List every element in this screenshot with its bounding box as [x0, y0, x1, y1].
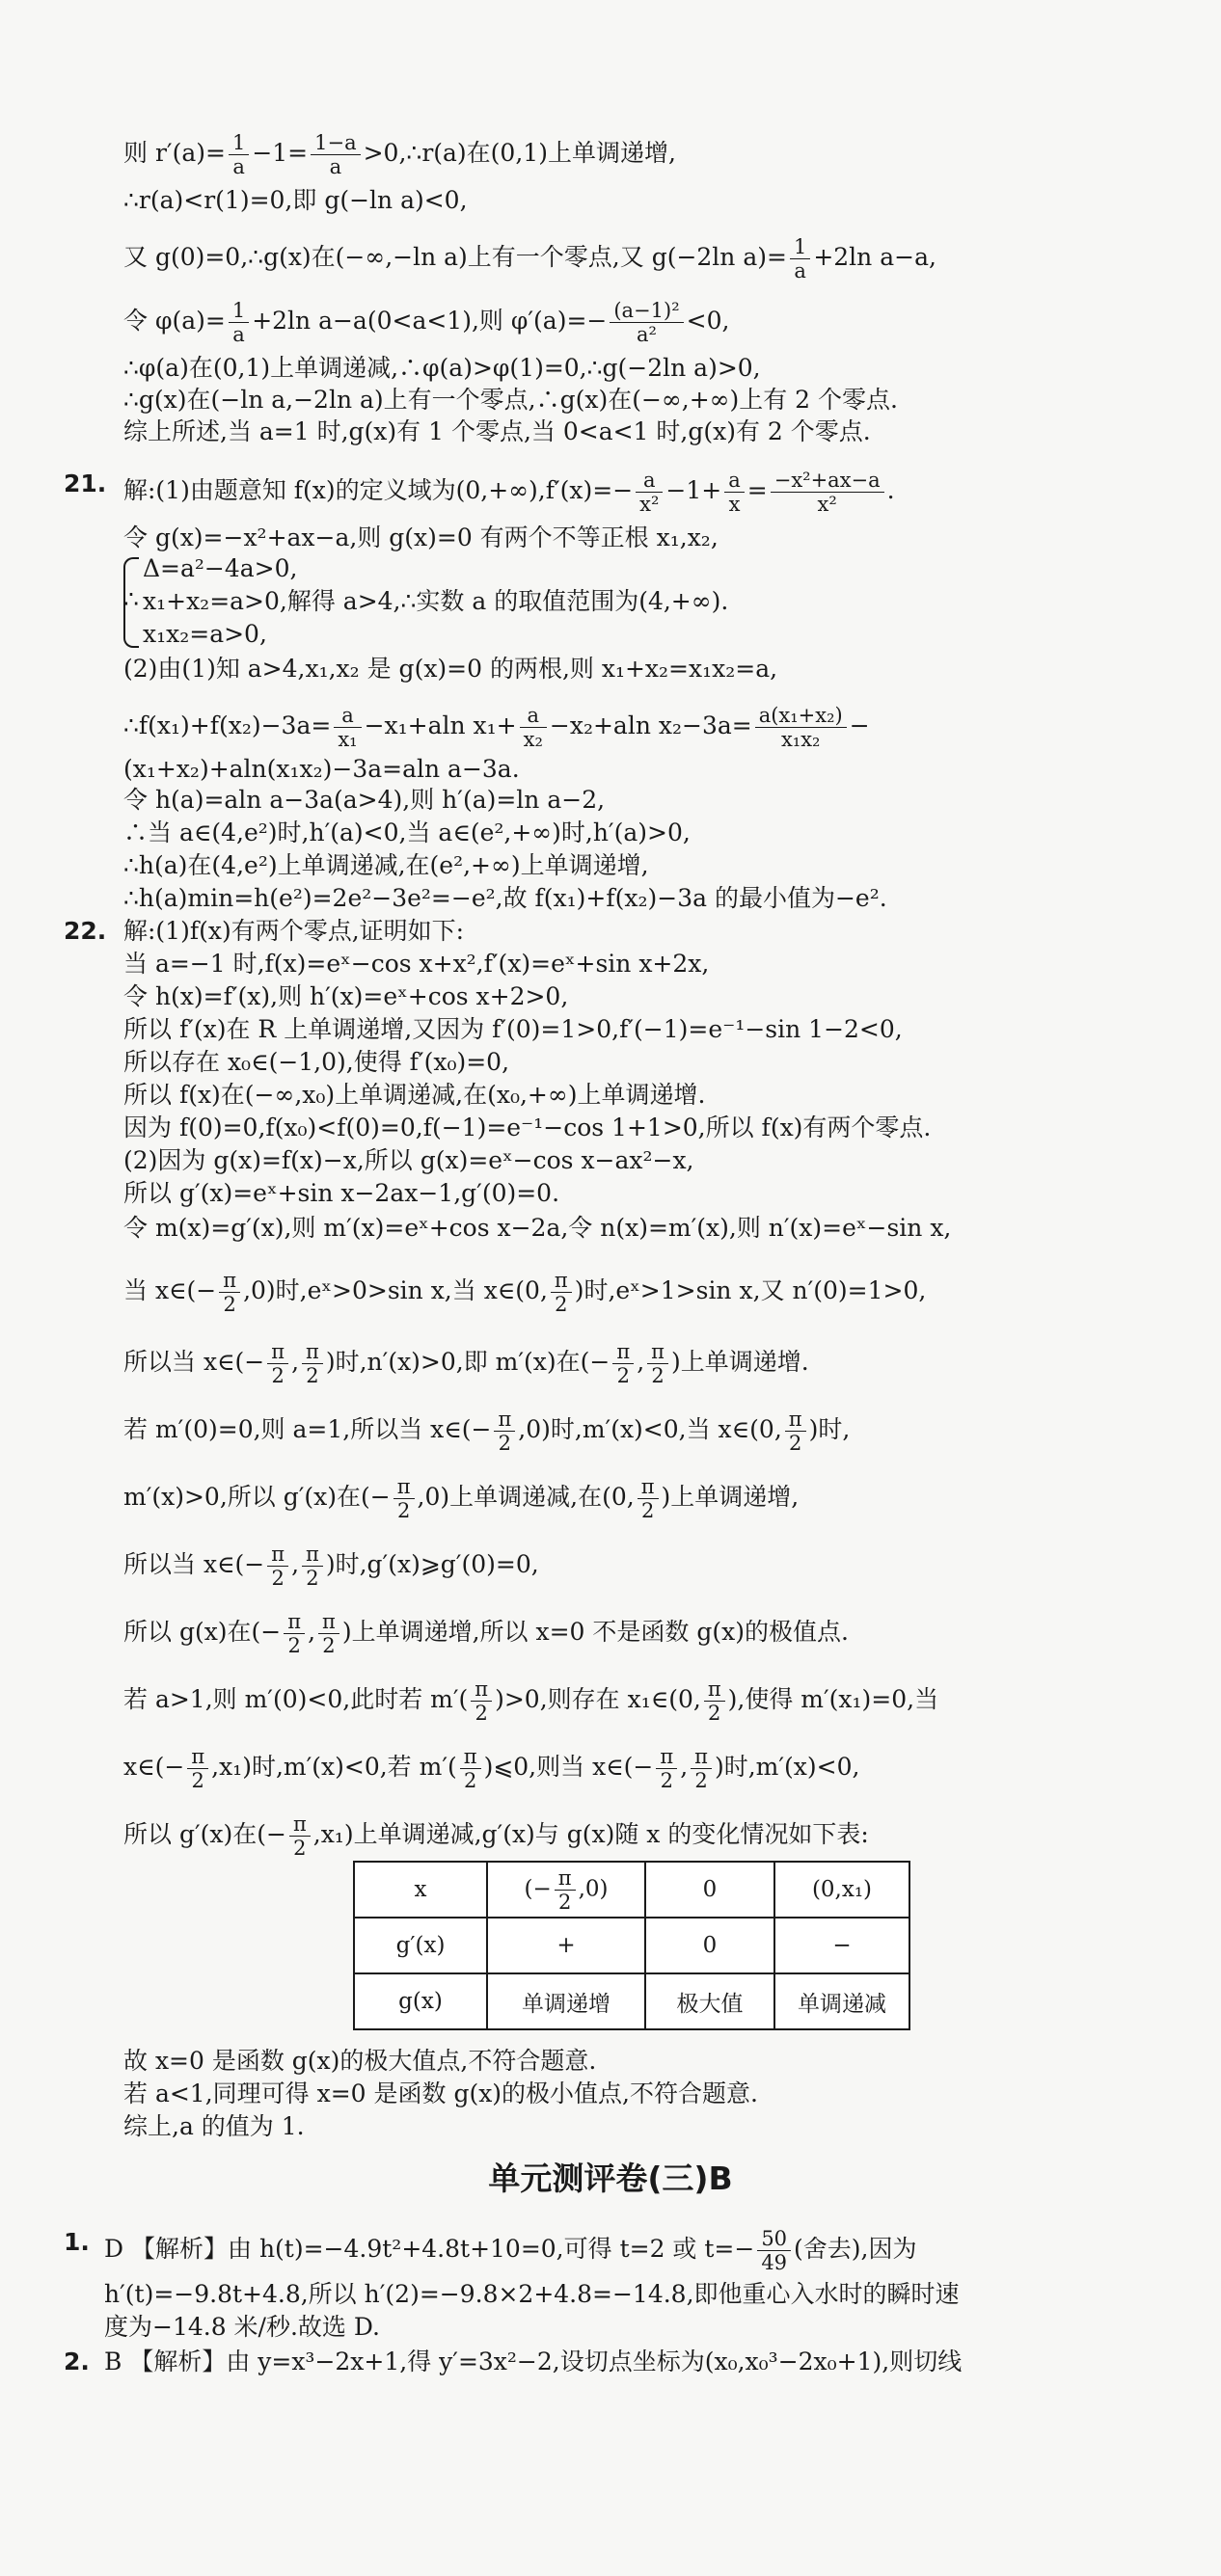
numerator: 50	[757, 2227, 791, 2251]
fraction	[311, 131, 360, 178]
fraction	[610, 299, 683, 346]
system-line: x₁+x₂=a>0,解得 a>4,∴实数 a 的取值范围为(4,+∞).	[143, 587, 729, 615]
text: )>0,则存在 x₁∈(0,	[495, 1685, 701, 1713]
table-row	[354, 1918, 909, 1973]
numerator: a	[520, 704, 547, 728]
denominator: 2	[396, 1499, 411, 1522]
table-cell: g′(x)	[354, 1918, 487, 1973]
text-line: 因为 f(0)=0,f(x₀)<f(0)=0,f(−1)=e⁻¹−cos 1+1>0,所以 f(x)有两个零点.	[123, 1114, 932, 1141]
numerator: π	[302, 1340, 323, 1364]
text: ,0)上单调递减,在(0,	[417, 1483, 635, 1511]
text: )上单调递增,所以 x=0 不是函数 g(x)的极值点.	[341, 1618, 849, 1646]
text: 令 φ(a)=	[123, 307, 226, 335]
numerator: π	[612, 1340, 634, 1364]
text-line: (2)因为 g(x)=f(x)−x,所以 g(x)=eˣ−cos x−ax²−x,	[123, 1146, 694, 1174]
text-line	[123, 235, 936, 282]
numerator: (a−1)²	[610, 299, 683, 323]
system-line: x₁x₂=a>0,	[143, 620, 267, 648]
numerator: a	[334, 704, 361, 728]
fraction	[471, 1677, 492, 1725]
fraction	[460, 1745, 481, 1792]
fraction	[790, 235, 810, 282]
text: <0,	[686, 307, 730, 335]
table-row	[354, 1973, 909, 2029]
denominator: 2	[306, 1567, 319, 1590]
denominator: 2	[306, 1364, 319, 1387]
fraction	[691, 1745, 712, 1792]
fraction	[724, 469, 745, 516]
text-line: (2)由(1)知 a>4,x₁,x₂ 是 g(x)=0 的两根,则 x₁+x₂=x₁x₂=a,	[123, 655, 778, 683]
text: ,	[291, 1550, 300, 1578]
numerator: π	[302, 1543, 323, 1567]
numerator: 1	[229, 299, 249, 323]
denominator: 2	[640, 1499, 655, 1522]
denominator: x₁	[338, 728, 358, 751]
table-cell: +	[487, 1918, 645, 1973]
fraction	[551, 1269, 572, 1316]
numerator: π	[691, 1745, 712, 1769]
numerator: π	[555, 1866, 576, 1891]
variation-table	[353, 1861, 910, 2030]
text-line: ∴r(a)<r(1)=0,即 g(−ln a)<0,	[123, 186, 468, 214]
denominator: 2	[191, 1769, 204, 1792]
fraction	[704, 1677, 725, 1725]
numerator: π	[267, 1340, 288, 1364]
text: ∴f(x₁)+f(x₂)−3a=	[123, 711, 332, 739]
text: D 【解析】由 h(t)=−4.9t²+4.8t+10=0,可得 t=2 或 t=−	[104, 2235, 755, 2263]
fraction	[520, 704, 547, 751]
fraction	[771, 469, 884, 516]
text-line	[123, 704, 870, 751]
text: (舍去),因为	[794, 2235, 917, 2263]
numerator: π	[785, 1408, 806, 1432]
fraction	[318, 1610, 339, 1657]
fraction	[229, 131, 249, 178]
question-number: 2.	[64, 2348, 90, 2375]
text: −1+	[665, 476, 722, 504]
denominator: 2	[322, 1634, 336, 1657]
text: ,	[291, 1348, 300, 1376]
denominator: 2	[557, 1890, 572, 1914]
table-row	[354, 1862, 909, 1918]
table-cell: 0	[645, 1862, 774, 1918]
text: ,	[680, 1753, 689, 1781]
denominator: a²	[637, 323, 657, 346]
numerator: π	[494, 1408, 515, 1432]
denominator: x	[728, 493, 741, 516]
text-line	[123, 1745, 859, 1792]
text: m′(x)>0,所以 g′(x)在(−	[123, 1483, 391, 1511]
text-line: 令 h(a)=aln a−3a(a>4),则 h′(a)=ln a−2,	[123, 786, 606, 814]
text: 则 r′(a)=	[123, 139, 226, 167]
numerator: 1	[229, 131, 249, 155]
denominator: 2	[651, 1364, 665, 1387]
denominator: a	[794, 259, 806, 282]
denominator: 49	[761, 2251, 788, 2274]
numerator: a(x₁+x₂)	[755, 704, 847, 728]
text: ,x₁)时,m′(x)<0,若 m′(	[211, 1753, 457, 1781]
fraction	[638, 1475, 659, 1522]
fraction	[187, 1745, 208, 1792]
text: −x₁+aln x₁+	[364, 711, 517, 739]
fraction	[267, 1340, 288, 1387]
fraction	[656, 1745, 677, 1792]
text-line	[123, 1677, 938, 1725]
fraction	[755, 704, 847, 751]
text: >0,∴r(a)在(0,1)上单调递增,	[363, 139, 676, 167]
text-line: 综上所述,当 a=1 时,g(x)有 1 个零点,当 0<a<1 时,g(x)有 2 个零点.	[123, 417, 871, 445]
fraction	[636, 469, 663, 516]
denominator: 2	[555, 1293, 568, 1316]
numerator: π	[704, 1677, 725, 1702]
text: )⩽0,则当 x∈(−	[483, 1753, 654, 1781]
text: 若 a>1,则 m′(0)<0,此时若 m′(	[123, 1685, 469, 1713]
denominator: 2	[271, 1567, 285, 1590]
denominator: x²	[817, 493, 837, 516]
denominator: 2	[475, 1702, 488, 1725]
text: 当 x∈(−	[123, 1276, 217, 1304]
fraction	[785, 1408, 806, 1455]
text: ,0)	[578, 1876, 609, 1901]
question-number: 22.	[64, 917, 107, 945]
question-number: 1.	[64, 2228, 90, 2256]
text: 又 g(0)=0,∴g(x)在(−∞,−ln a)上有一个零点,又 g(−2ln a)=	[123, 243, 787, 271]
denominator: 2	[463, 1769, 477, 1792]
denominator: a	[232, 323, 245, 346]
text: )上单调递增.	[670, 1348, 809, 1376]
numerator: π	[460, 1745, 481, 1769]
fraction	[219, 1269, 240, 1316]
text-line	[123, 1340, 809, 1387]
text-line: ∴φ(a)在(0,1)上单调递减,∴φ(a)>φ(1)=0,∴g(−2ln a)>0,	[123, 354, 761, 382]
text: ,0)时,m′(x)<0,当 x∈(0,	[518, 1415, 782, 1443]
text-line: ∴g(x)在(−ln a,−2ln a)上有一个零点,∴g(x)在(−∞,+∞)上有 2 个零点.	[123, 386, 898, 414]
denominator: 2	[223, 1293, 236, 1316]
denominator: 2	[498, 1432, 512, 1455]
denominator: x₂	[523, 728, 543, 751]
question-number: 21.	[64, 470, 107, 497]
text: )时,eˣ>1>sin x,又 n′(0)=1>0,	[574, 1276, 927, 1304]
denominator: a	[232, 155, 245, 178]
text: =	[746, 476, 768, 504]
table-cell: 单调递增	[487, 1973, 645, 2029]
text-line: ∴h(a)在(4,e²)上单调递减,在(e²,+∞)上单调递增,	[123, 851, 649, 879]
text-line: h′(t)=−9.8t+4.8,所以 h′(2)=−9.8×2+4.8=−14.8,即他重心入水时的瞬时速	[104, 2280, 960, 2308]
text: )时,n′(x)>0,即 m′(x)在(−	[325, 1348, 610, 1376]
fraction	[334, 704, 361, 751]
denominator: 2	[287, 1634, 301, 1657]
numerator: π	[471, 1677, 492, 1702]
table-cell: g(x)	[354, 1973, 487, 2029]
text: x∈(−	[123, 1753, 185, 1781]
table-cell: 单调递减	[774, 1973, 909, 2029]
text-line: 令 h(x)=f′(x),则 h′(x)=eˣ+cos x+2>0,	[123, 982, 569, 1010]
numerator: π	[289, 1812, 311, 1837]
text: )上单调递增,	[661, 1483, 800, 1511]
numerator: π	[318, 1610, 339, 1634]
text-line	[123, 1812, 869, 1860]
text-line: B 【解析】由 y=x³−2x+1,得 y′=3x²−2,设切点坐标为(x₀,x₀³−2x₀+1),则切线	[104, 2348, 963, 2375]
text-line: 综上,a 的值为 1.	[123, 2112, 305, 2140]
numerator: π	[284, 1610, 305, 1634]
numerator: a	[724, 469, 745, 493]
table-cell	[487, 1862, 645, 1918]
fraction	[229, 299, 249, 346]
text-line	[123, 1610, 849, 1657]
text: 所以当 x∈(−	[123, 1348, 265, 1376]
fraction	[494, 1408, 515, 1455]
text-line: 解:(1)f(x)有两个零点,证明如下:	[123, 917, 465, 945]
numerator: a	[636, 469, 663, 493]
text-line: 若 a<1,同理可得 x=0 是函数 g(x)的极小值点,不符合题意.	[123, 2080, 758, 2107]
denominator: x²	[639, 493, 660, 516]
numerator: 1−a	[311, 131, 360, 155]
text-line	[123, 299, 729, 346]
text: (−	[524, 1876, 552, 1901]
fraction	[647, 1340, 668, 1387]
denominator: 2	[616, 1364, 630, 1387]
text-line: 令 g(x)=−x²+ax−a,则 g(x)=0 有两个不等正根 x₁,x₂,	[123, 523, 719, 551]
numerator: 1	[790, 235, 810, 259]
text: )时,	[808, 1415, 851, 1443]
text-line	[123, 131, 676, 178]
text-line: 所以 f(x)在(−∞,x₀)上单调递减,在(x₀,+∞)上单调递增.	[123, 1081, 706, 1109]
therefore-symbol: ∴	[123, 585, 139, 613]
numerator: −x²+ax−a	[771, 469, 884, 493]
text: 解:(1)由题意知 f(x)的定义域为(0,+∞),f′(x)=−	[123, 476, 634, 504]
text-line: 当 a=−1 时,f(x)=eˣ−cos x+x²,f′(x)=eˣ+sin x+2x,	[123, 950, 710, 978]
text: ,x₁)上单调递减,g′(x)与 g(x)随 x 的变化情况如下表:	[312, 1820, 869, 1848]
table-cell: 0	[645, 1918, 774, 1973]
denominator: 2	[271, 1364, 285, 1387]
text-line	[123, 1408, 850, 1455]
table-cell: x	[354, 1862, 487, 1918]
table-cell: −	[774, 1918, 909, 1973]
text-line	[123, 1543, 539, 1590]
denominator: 2	[788, 1432, 802, 1455]
text: 若 m′(0)=0,则 a=1,所以当 x∈(−	[123, 1415, 492, 1443]
text: .	[886, 476, 895, 504]
text: 所以 g(x)在(−	[123, 1618, 282, 1646]
text-line: 度为−14.8 米/秒.故选 D.	[104, 2313, 380, 2341]
text-line	[123, 1475, 799, 1522]
text-line: (x₁+x₂)+aln(x₁x₂)−3a=aln a−3a.	[123, 755, 520, 783]
fraction	[302, 1340, 323, 1387]
numerator: π	[551, 1269, 572, 1293]
denominator: 2	[293, 1837, 307, 1860]
fraction	[612, 1340, 634, 1387]
text-line: 所以 g′(x)=eˣ+sin x−2ax−1,g′(0)=0.	[123, 1179, 560, 1207]
numerator: π	[656, 1745, 677, 1769]
text-line: 所以存在 x₀∈(−1,0),使得 f′(x₀)=0,	[123, 1048, 510, 1076]
text: +2ln a−a(0<a<1),则 φ′(a)=−	[252, 307, 608, 335]
text: 所以 g′(x)在(−	[123, 1820, 286, 1848]
numerator: π	[187, 1745, 208, 1769]
text-line: 令 m(x)=g′(x),则 m′(x)=eˣ+cos x−2a,令 n(x)=m′(x),则 n′(x)=eˣ−sin x,	[123, 1214, 952, 1242]
denominator: 2	[660, 1769, 673, 1792]
section-title: 单元测评卷(三)B	[488, 2160, 733, 2197]
fraction	[555, 1866, 576, 1914]
text: )时,g′(x)⩾g′(0)=0,	[325, 1550, 539, 1578]
text: +2ln a−a,	[813, 243, 936, 271]
table-cell: 极大值	[645, 1973, 774, 2029]
text: −	[849, 711, 870, 739]
text: −1=	[252, 139, 309, 167]
denominator: 2	[708, 1702, 721, 1725]
text-line	[123, 1269, 926, 1316]
denominator: 2	[694, 1769, 708, 1792]
text: )时,m′(x)<0,	[714, 1753, 860, 1781]
text: ,0)时,eˣ>0>sin x,当 x∈(0,	[243, 1276, 548, 1304]
text-line: 所以 f′(x)在 R 上单调递增,又因为 f′(0)=1>0,f′(−1)=e⁻¹−sin 1−2<0,	[123, 1015, 903, 1043]
numerator: π	[638, 1475, 659, 1499]
fraction	[302, 1543, 323, 1590]
fraction	[757, 2227, 791, 2274]
system-line: Δ=a²−4a>0,	[143, 554, 298, 582]
text-line: ∴当 a∈(4,e²)时,h′(a)<0,当 a∈(e²,+∞)时,h′(a)>0,	[123, 818, 691, 846]
numerator: π	[219, 1269, 240, 1293]
fraction	[393, 1475, 415, 1522]
fraction	[267, 1543, 288, 1590]
denominator: a	[329, 155, 342, 178]
fraction	[284, 1610, 305, 1657]
numerator: π	[267, 1543, 288, 1567]
text: −x₂+aln x₂−3a=	[549, 711, 752, 739]
table-cell: (0,x₁)	[774, 1862, 909, 1918]
text-line	[123, 469, 895, 516]
numerator: π	[393, 1475, 415, 1499]
fraction	[289, 1812, 311, 1860]
denominator: x₁x₂	[780, 728, 821, 751]
text: ,	[308, 1618, 316, 1646]
text-line: 故 x=0 是函数 g(x)的极大值点,不符合题意.	[123, 2047, 597, 2075]
system-brace	[123, 557, 139, 648]
text: ,	[637, 1348, 645, 1376]
numerator: π	[647, 1340, 668, 1364]
text: 所以当 x∈(−	[123, 1550, 265, 1578]
text: ),使得 m′(x₁)=0,当	[727, 1685, 939, 1713]
text-line	[104, 2227, 917, 2274]
text-line: ∴h(a)min=h(e²)=2e²−3e²=−e²,故 f(x₁)+f(x₂)−3a 的最小值为−e².	[123, 884, 887, 912]
